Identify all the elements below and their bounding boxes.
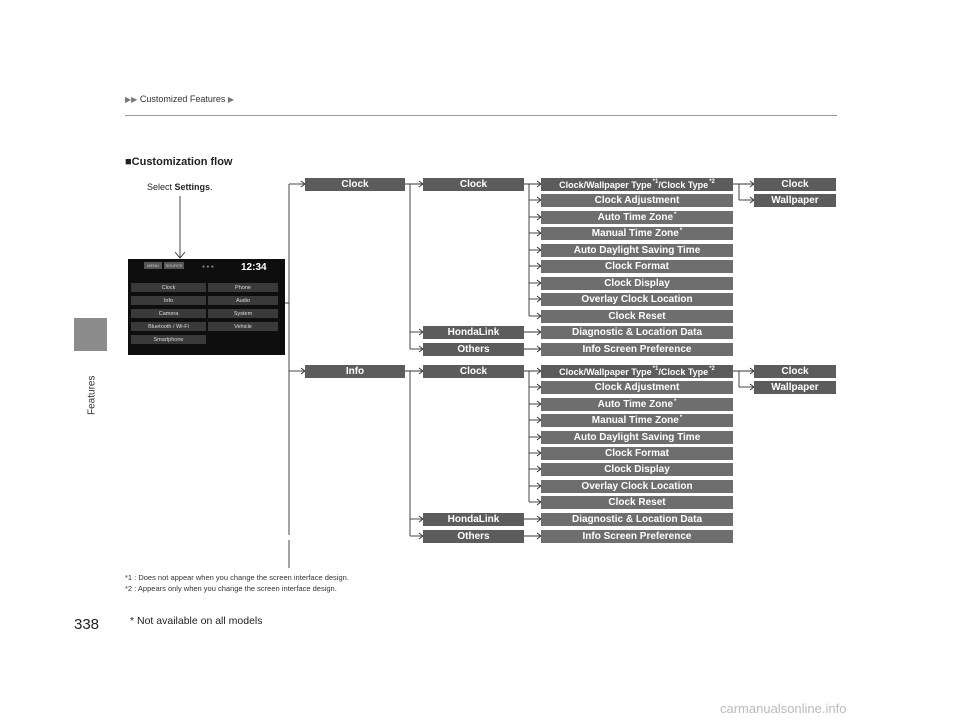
hint-bold: Settings [174, 182, 211, 192]
availability-star: * [679, 414, 683, 421]
flow-node-diagnostic: Diagnostic & Location Data [541, 326, 733, 339]
flow-node-others: Others [423, 530, 524, 543]
page-dots-icon: ● ● ● [202, 264, 214, 270]
clock-type-alt-label: /Clock Type [658, 179, 709, 190]
flow-node-info-menu: Info [305, 365, 405, 378]
flow-node-clock-reset: Clock Reset [541, 310, 733, 323]
hint-suffix: . [210, 182, 213, 192]
breadcrumb-arrow-icon: ▶▶ [125, 95, 138, 104]
screen-btn-phone: Phone [208, 283, 278, 292]
flow-node-auto-dst: Auto Daylight Saving Time [541, 431, 733, 444]
flow-node-clock-adjustment: Clock Adjustment [541, 381, 733, 394]
flow-node-clock-reset: Clock Reset [541, 496, 733, 509]
flow-node-diagnostic: Diagnostic & Location Data [541, 513, 733, 526]
footnote-ref-1: *1 [652, 178, 659, 185]
flow-node-clock-type [541, 178, 733, 191]
flow-node-hondalink: HondaLink [423, 513, 524, 526]
item-label: Auto Time Zone [597, 212, 674, 223]
flow-node-manual-time-zone [541, 227, 733, 240]
flow-node-wallpaper-option: Wallpaper [754, 381, 836, 394]
availability-star: * [674, 211, 677, 218]
flow-node-clock-format: Clock Format [541, 447, 733, 460]
screen-btn-vehicle: Vehicle [208, 322, 278, 331]
flow-node-hondalink: HondaLink [423, 326, 524, 339]
section-title-text: Customization flow [131, 156, 233, 168]
screen-menu-button: MENU [144, 262, 162, 269]
flow-node-clock: Clock [423, 178, 524, 191]
flow-node-clock: Clock [423, 365, 524, 378]
flow-node-auto-time-zone [541, 398, 733, 411]
clock-type-label: Clock/Wallpaper Type [559, 366, 652, 377]
flow-node-clock-option: Clock [754, 365, 836, 378]
screen-btn-camera: Camera [131, 309, 206, 318]
flow-node-others: Others [423, 343, 524, 356]
screen-btn-bluetooth: Bluetooth / Wi-Fi [131, 322, 206, 331]
flow-node-clock-display: Clock Display [541, 463, 733, 476]
flow-node-overlay-clock: Overlay Clock Location [541, 480, 733, 493]
availability-note: * Not available on all models [130, 615, 263, 627]
footnote-ref-1: *1 [652, 365, 659, 372]
screen-btn-smartphone: Smartphone [131, 335, 206, 344]
screen-btn-clock: Clock [131, 283, 206, 292]
flow-node-clock-format: Clock Format [541, 260, 733, 273]
clock-type-label: Clock/Wallpaper Type [559, 179, 652, 190]
flow-node-clock-adjustment: Clock Adjustment [541, 194, 733, 207]
flow-node-clock-type [541, 365, 733, 378]
item-label: Auto Time Zone [597, 399, 674, 410]
flow-node-auto-time-zone [541, 211, 733, 224]
availability-star: * [674, 398, 677, 405]
screen-btn-system: System [208, 309, 278, 318]
item-label: Manual Time Zone [591, 228, 679, 239]
screen-source-button: SOURCE [165, 263, 183, 268]
flow-node-clock-option: Clock [754, 178, 836, 191]
flow-node-wallpaper-option: Wallpaper [754, 194, 836, 207]
flow-node-info-preference: Info Screen Preference [541, 530, 733, 543]
hint-prefix: Select [147, 182, 175, 192]
page-number: 338 [74, 616, 100, 633]
flow-node-auto-dst: Auto Daylight Saving Time [541, 244, 733, 257]
footnote-2: *2 : Appears only when you change the screen interface design. [125, 584, 337, 593]
flow-node-info-preference: Info Screen Preference [541, 343, 733, 356]
flow-node-clock-display: Clock Display [541, 277, 733, 290]
square-bullet-icon: ■ [125, 156, 132, 168]
footnote-ref-2: *2 [709, 178, 715, 185]
footnote-1: *1 : Does not appear when you change the screen interface design. [125, 573, 349, 582]
breadcrumb-text: Customized Features [139, 94, 226, 104]
sidebar-label: Features [86, 375, 98, 415]
availability-star: * [679, 227, 683, 234]
screen-time: 12:34 [241, 262, 267, 273]
item-label: Manual Time Zone [591, 415, 679, 426]
flow-node-manual-time-zone [541, 414, 733, 427]
flow-node-overlay-clock: Overlay Clock Location [541, 293, 733, 306]
breadcrumb-arrow-icon: ▶ [227, 95, 235, 104]
screen-btn-audio: Audio [208, 296, 278, 305]
screen-btn-info: Info [131, 296, 206, 305]
clock-type-alt-label: /Clock Type [658, 366, 709, 377]
watermark: carmanualsonline.info [720, 701, 847, 716]
footnote-ref-2: *2 [709, 365, 715, 372]
flow-node-clock-menu: Clock [305, 178, 405, 191]
